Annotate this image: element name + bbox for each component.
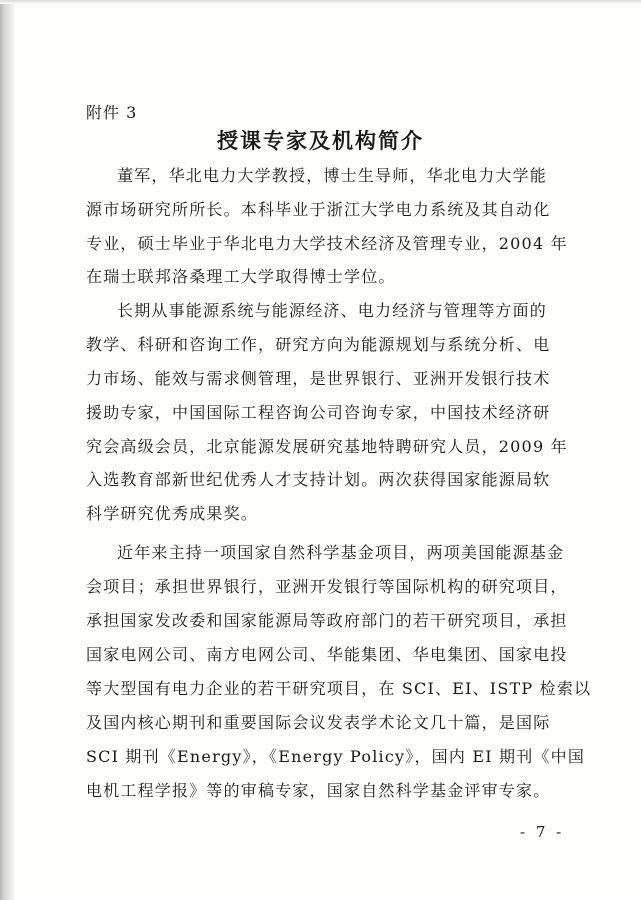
page-number: - 7 - [520, 823, 565, 841]
paragraph-line: 在瑞士联邦洛桑理工大学取得博士学位。 [86, 267, 396, 286]
paragraph-line: 承担国家发改委和国家能源局等政府部门的若干研究项目，承担 [86, 611, 568, 630]
paragraph-line: SCI 期刊《Energy》，《Energy Policy》，国内 EI 期刊《中国 [86, 747, 586, 766]
paragraph-line: 援助专家，中国国际工程咨询公司咨询专家，中国技术经济研 [86, 403, 551, 422]
paragraph-line: 源市场研究所所长。本科毕业于浙江大学电力系统及其自动化 [86, 200, 551, 219]
paragraph-line: 近年来主持一项国家自然科学基金项目，两项美国能源基金 [117, 543, 565, 562]
paragraph-line: 等大型国有电力企业的若干研究项目，在 SCI、EI、ISTP 检索以 [86, 679, 592, 698]
paragraph-line: 董军，华北电力大学教授，博士生导师，华北电力大学能 [117, 166, 548, 185]
paragraph-line: 会项目；承担世界银行，亚洲开发银行等国际机构的研究项目， [86, 577, 568, 596]
paragraph-line: 长期从事能源系统与能源经济、电力经济与管理等方面的 [117, 301, 548, 320]
paragraph-line: 力市场、能效与需求侧管理，是世界银行、亚洲开发银行技术 [86, 369, 551, 388]
paragraph-line: 国家电网公司、南方电网公司、华能集团、华电集团、国家电投 [86, 645, 568, 664]
paragraph-line: 入选教育部新世纪优秀人才支持计划。两次获得国家能源局软 [86, 470, 551, 489]
attachment-label: 附件 3 [86, 103, 138, 122]
paragraph-line: 及国内核心期刊和重要国际会议发表学术论文几十篇，是国际 [86, 713, 551, 732]
paragraph-line: 教学、科研和咨询工作，研究方向为能源规划与系统分析、电 [86, 335, 551, 354]
scan-top-shadow [0, 0, 641, 4]
paragraph-line: 科学研究优秀成果奖。 [86, 504, 259, 523]
paragraph-line: 专业，硕士毕业于华北电力大学技术经济及管理专业，2004 年 [86, 234, 568, 253]
paragraph-line: 电机工程学报》等的审稿专家，国家自然科学基金评审专家。 [86, 781, 551, 800]
page-title: 授课专家及机构简介 [217, 128, 424, 153]
paragraph-line: 究会高级会员，北京能源发展研究基地特聘研究人员，2009 年 [86, 437, 568, 456]
